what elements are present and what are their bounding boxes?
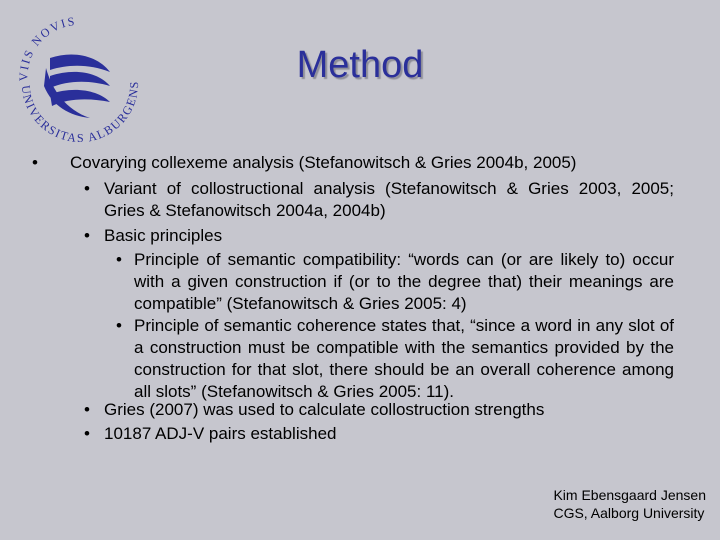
bullet-text: Principle of semantic coherence states that, “since a word in any slot of a construction must be compatible with the semantics provided by the construction for that slot, there should be an overall coherence among all slots” (Stefanowitsch & Gries 2005: 11). bbox=[134, 316, 674, 401]
bullet-symbol: • bbox=[84, 226, 90, 245]
bullet-symbol: • bbox=[116, 316, 122, 335]
slide-title: Method bbox=[296, 44, 424, 86]
bullet-text: Variant of collostructional analysis (Stefanowitsch & Gries 2003, 2005; Gries & Stefanowitsch 2004a, 2004b) bbox=[104, 179, 674, 220]
svg-text:UNIVERSITAS ALBURGENSIS: UNIVERSITAS ALBURGENS bbox=[18, 80, 142, 146]
aalborg-seal-icon bbox=[6, 10, 156, 160]
bullet-text: Principle of semantic compatibility: “words can (or are likely to) occur with a given construction if (or to the degree that) their meanings are compatible” (Stefanowitsch & Gries 2005: 4) bbox=[134, 250, 674, 313]
bullet-symbol: • bbox=[84, 424, 90, 443]
bullet-symbol: • bbox=[32, 153, 38, 172]
bullet-text: Gries (2007) was used to calculate collostruction strengths bbox=[104, 400, 545, 419]
author-name: Kim Ebensgaard Jensen bbox=[553, 487, 706, 503]
svg-text:VIIS NOVIS: VIIS NOVIS bbox=[16, 13, 78, 82]
author-credit bbox=[553, 486, 706, 522]
author-affiliation: CGS, Aalborg University bbox=[553, 505, 705, 521]
bullet-text: Covarying collexeme analysis (Stefanowitsch & Gries 2004b, 2005) bbox=[70, 153, 577, 172]
bullet-symbol: • bbox=[84, 179, 90, 198]
bullet-text: Basic principles bbox=[104, 226, 223, 245]
bullet-symbol: • bbox=[116, 250, 122, 269]
university-logo bbox=[6, 10, 156, 160]
bullet-symbol: • bbox=[84, 400, 90, 419]
bullet-text: 10187 ADJ-V pairs established bbox=[104, 424, 337, 443]
